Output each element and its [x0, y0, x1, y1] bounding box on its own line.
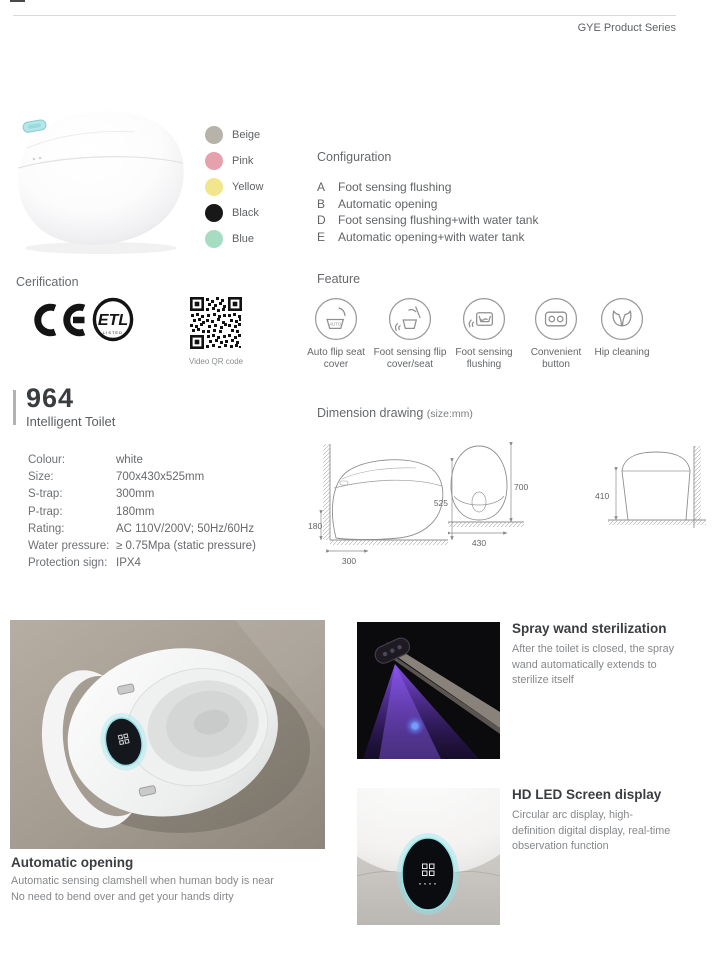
- configuration-item: [317, 229, 617, 246]
- led-screen-illustration: [357, 788, 500, 925]
- feature-label: Convenient button: [530, 347, 582, 370]
- feature-item: [301, 297, 371, 370]
- certification-title: Cerification: [16, 275, 79, 289]
- spec-value: ≥ 0.75Mpa (static pressure): [116, 540, 256, 553]
- color-swatch-item: [205, 204, 263, 222]
- color-swatch-item: [205, 152, 263, 170]
- configuration-code: D: [317, 213, 326, 227]
- led-screen-text: [512, 787, 672, 855]
- spec-label: S-trap:: [28, 488, 63, 501]
- spec-value: AC 110V/200V; 50Hz/60Hz: [116, 522, 255, 535]
- model-type: Intelligent Toilet: [26, 414, 116, 429]
- color-swatch-dot: [205, 178, 223, 196]
- auto-opening-title: Automatic opening: [11, 855, 134, 870]
- auto-badge-text: AUTO: [329, 321, 342, 327]
- spray-wand-body: After the toilet is closed, the spray wand automatically extends to sterilize itself: [512, 643, 675, 686]
- auto-opening-body: [11, 874, 341, 905]
- feature-item: [590, 297, 654, 359]
- spec-label: Rating:: [28, 522, 65, 535]
- configuration-code: A: [317, 180, 326, 194]
- etl-listed-text: LISTED: [102, 330, 124, 335]
- color-swatch-list: [205, 126, 263, 256]
- color-swatch-label: Blue: [232, 233, 255, 245]
- series-label: GYE Product Series: [577, 22, 676, 34]
- dim-side-trap: 180: [308, 521, 323, 531]
- product-photo-side-view: [5, 96, 197, 264]
- color-swatch-dot: [205, 126, 223, 144]
- spray-wand-illustration: [357, 622, 500, 759]
- configuration-label: Foot sensing flushing: [338, 180, 452, 194]
- dimension-side-view: [308, 438, 460, 575]
- hip-cleaning-icon: [600, 297, 644, 341]
- qr-code-block: [189, 297, 243, 366]
- dim-top-width: 430: [471, 538, 487, 548]
- color-swatch-label: Yellow: [232, 181, 264, 193]
- spec-label: P-trap:: [28, 505, 63, 518]
- spec-value: white: [116, 454, 143, 466]
- configuration-title: Configuration: [317, 150, 392, 164]
- configuration-item: [317, 179, 617, 196]
- feature-item: [442, 297, 526, 370]
- configuration-label: Automatic opening: [338, 196, 438, 211]
- spray-wand-title: Spray wand sterilization: [512, 621, 667, 636]
- feature-item: [517, 297, 595, 370]
- led-screen-title: HD LED Screen display: [512, 787, 662, 802]
- toilet-top-view-illustration: [10, 620, 325, 849]
- spec-row: [28, 521, 256, 538]
- qr-code-icon: [190, 297, 242, 349]
- dimension-title-text: Dimension drawing: [317, 406, 424, 420]
- model-accent-bar: [13, 390, 16, 425]
- spec-label: Colour:: [28, 454, 66, 466]
- feature-title: Feature: [317, 272, 361, 286]
- dim-side-depth: 300: [341, 556, 357, 566]
- configuration-item: [317, 196, 617, 213]
- spray-wand-text: [512, 621, 676, 689]
- spec-row: [28, 486, 256, 503]
- auto-opening-photo: [10, 620, 325, 849]
- feature-label: Hip cleaning: [594, 347, 650, 358]
- toilet-side-illustration: [5, 96, 197, 264]
- configuration-label: Automatic opening+with water tank: [338, 229, 525, 244]
- color-swatch-label: Beige: [232, 129, 261, 141]
- auto-flip-seat-cover-icon: [314, 297, 358, 341]
- configuration-list: [317, 179, 617, 245]
- spec-row: [28, 504, 256, 521]
- spec-value: IPX4: [116, 557, 141, 570]
- qr-caption: Video QR code: [189, 357, 244, 366]
- led-screen-body: Circular arc display, high-definition digital display, real-time observation function: [512, 809, 671, 852]
- spec-row: [28, 469, 256, 486]
- auto-opening-line1: Automatic sensing clamshell when human body is near: [11, 875, 274, 887]
- feature-label: Foot sensing flip cover/seat: [373, 347, 447, 370]
- color-swatch-dot: [205, 230, 223, 248]
- dimension-top-view: [448, 440, 533, 557]
- spray-wand-photo: [357, 622, 500, 759]
- configuration-code: E: [317, 229, 326, 244]
- feature-label: Foot sensing flushing: [455, 347, 513, 370]
- spec-label: Size:: [28, 471, 54, 484]
- led-screen-photo: [357, 788, 500, 925]
- color-swatch-dot: [205, 204, 223, 222]
- header-divider: [13, 15, 676, 16]
- etl-mark-icon: [92, 297, 134, 348]
- spec-row: [28, 538, 256, 555]
- dim-rear-height: 410: [595, 491, 610, 501]
- color-swatch-item: [205, 178, 263, 196]
- color-swatch-dot: [205, 152, 223, 170]
- foot-sensing-flip-icon: [388, 297, 432, 341]
- spec-value: 180mm: [116, 505, 155, 518]
- dimension-rear-view: [590, 440, 708, 557]
- auto-opening-line2: No need to bend over and get your hands dirty: [11, 890, 234, 903]
- spec-value: 300mm: [116, 488, 155, 501]
- spec-label: Protection sign:: [28, 557, 108, 570]
- dimension-unit-note: (size:mm): [426, 408, 473, 420]
- configuration-code: B: [317, 196, 326, 211]
- page-artifact: [10, 0, 25, 2]
- configuration-label: Foot sensing flushing+with water tank: [338, 213, 539, 227]
- spec-table: [28, 452, 256, 572]
- dim-top-length: 700: [514, 482, 529, 492]
- feature-item: [366, 297, 454, 370]
- color-swatch-label: Black: [232, 207, 259, 219]
- feature-label: Auto flip seat cover: [307, 347, 365, 370]
- foot-sensing-flushing-icon: [462, 297, 506, 341]
- ce-mark-icon: [30, 303, 86, 342]
- color-swatch-item: [205, 126, 263, 144]
- spec-label: Water pressure:: [28, 540, 110, 553]
- spec-row: [28, 452, 256, 469]
- dim-side-height: 525: [433, 498, 448, 508]
- spec-row: [28, 555, 256, 572]
- color-swatch-label: Pink: [232, 155, 254, 167]
- model-number: 964: [26, 383, 75, 413]
- auto-opening-text: [11, 855, 341, 905]
- spec-value: 700x430x525mm: [116, 471, 205, 484]
- convenient-button-icon: [534, 297, 578, 341]
- configuration-section: [317, 150, 617, 245]
- dimension-title: [317, 406, 473, 420]
- etl-text: ETL: [97, 312, 129, 329]
- configuration-item: [317, 212, 617, 229]
- color-swatch-item: [205, 230, 263, 248]
